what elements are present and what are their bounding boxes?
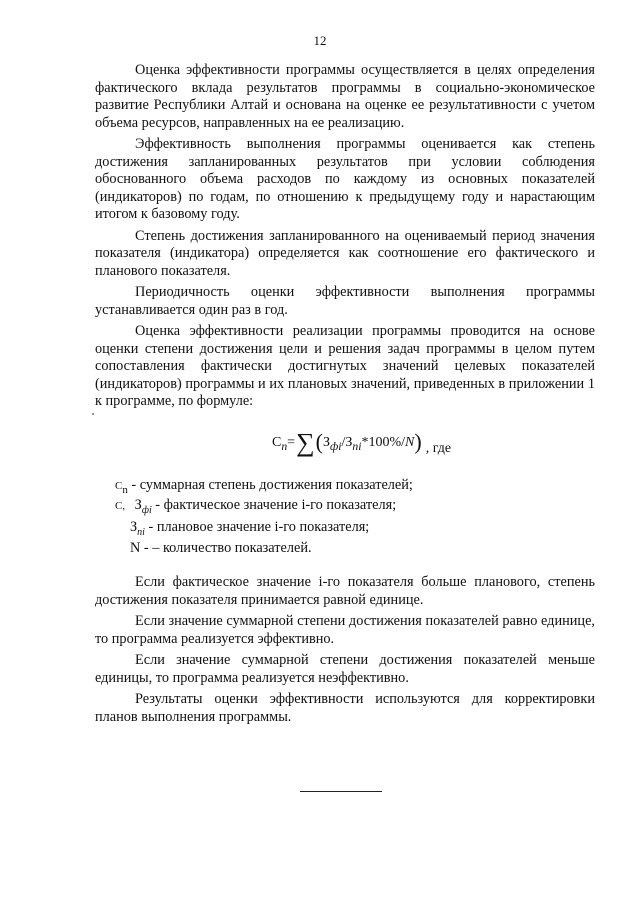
paragraph-periodicity: Периодичность оценки эффективности выполнения программы устанавливается один раз в год.: [95, 284, 595, 318]
margin-mark: [92, 413, 94, 415]
legend-symbol: N: [130, 540, 141, 556]
end-rule: [300, 791, 382, 792]
legend-item-plan: $З_{ni}$ - плановое значение i-го показателя;: [130, 519, 370, 538]
legend-item-count: [130, 540, 312, 557]
paragraph-method: Оценка эффективности реализации программы проводится на основе оценки степени достижения цели и решения задач программы в целом путем сопоставления фактически достигнутых значений целевых показателей (индикаторов) программы и их плановых значений, приведенных в приложении 1 к программе, по формуле:: [95, 323, 595, 409]
formula-tail: *100%/: [361, 435, 406, 450]
paragraph-ineffective: Если значение суммарной степени достижения показателей меньше единицы, то программа реализуется неэффективно.: [95, 652, 595, 686]
legend-item-sum: $С_n$ - суммарная степень достижения показателей;: [115, 477, 413, 496]
paragraph-intro: Оценка эффективности программы осуществляется в целях определения фактического вклада результатов программы в социально-экономическое развитие Республики Алтай и основана на оценке ее результативности с учетом объема ресурсов, направленных на ее реализацию.: [95, 62, 595, 131]
paragraph-actual-greater: Если фактическое значение i-го показателя больше планового, степень достижения показателя принимается равной единице.: [95, 574, 595, 608]
sigma-symbol: ∑: [296, 428, 315, 457]
paragraph-results: Результаты оценки эффективности используются для корректировки планов выполнения программы.: [95, 691, 595, 725]
formula-lhs-sub: n: [281, 439, 288, 453]
body-text-bottom: [95, 574, 595, 730]
paragraph-degree: Степень достижения запланированного на оцениваемый период значения показателя (индикатора) определяется как соотношение его фактического и планового показателя.: [95, 227, 595, 279]
formula-open-paren: (: [315, 429, 323, 454]
formula-lhs: С: [272, 435, 282, 450]
paragraph-effective: Если значение суммарной степени достижения показателей равно единице, то программа реализуется эффективно.: [95, 613, 595, 647]
legend-symbol: С: [115, 480, 123, 492]
legend-text: - суммарная степень достижения показателей;: [127, 477, 413, 493]
paragraph-efficiency: Эффективность выполнения программы оценивается как степень достижения запланированных результатов при условии соблюдения обоснованного объема расходов по каждому из основных показателей (индикаторов) по годам, по отношению к предыдущему году и нарастающим итогом к базовому году.: [95, 136, 595, 222]
formula-num-sub: фi: [329, 439, 342, 453]
page-number: 12: [313, 33, 327, 48]
body-text-top: [95, 62, 595, 415]
legend-text: - фактическое значение i-го показателя;: [151, 497, 397, 513]
formula: [272, 428, 451, 458]
formula-close-paren: ): [414, 429, 422, 454]
legend-text: - – количество показателей.: [140, 540, 312, 556]
legend-symbol: З: [130, 519, 138, 535]
formula-slash: /З: [341, 435, 353, 450]
formula-den-sub: ni: [352, 439, 362, 453]
legend-symbol: С,: [115, 500, 126, 512]
formula-eq: =: [287, 435, 296, 450]
legend-symbol: З: [134, 497, 142, 513]
legend-item-actual: С, $З_{фi}$ - фактическое значение i-го показателя;: [115, 497, 397, 516]
formula-num: З: [322, 435, 330, 450]
legend-text: - плановое значение i-го показателя;: [144, 519, 370, 535]
formula-suffix: , где: [425, 441, 452, 456]
formula-n: N: [405, 435, 415, 450]
